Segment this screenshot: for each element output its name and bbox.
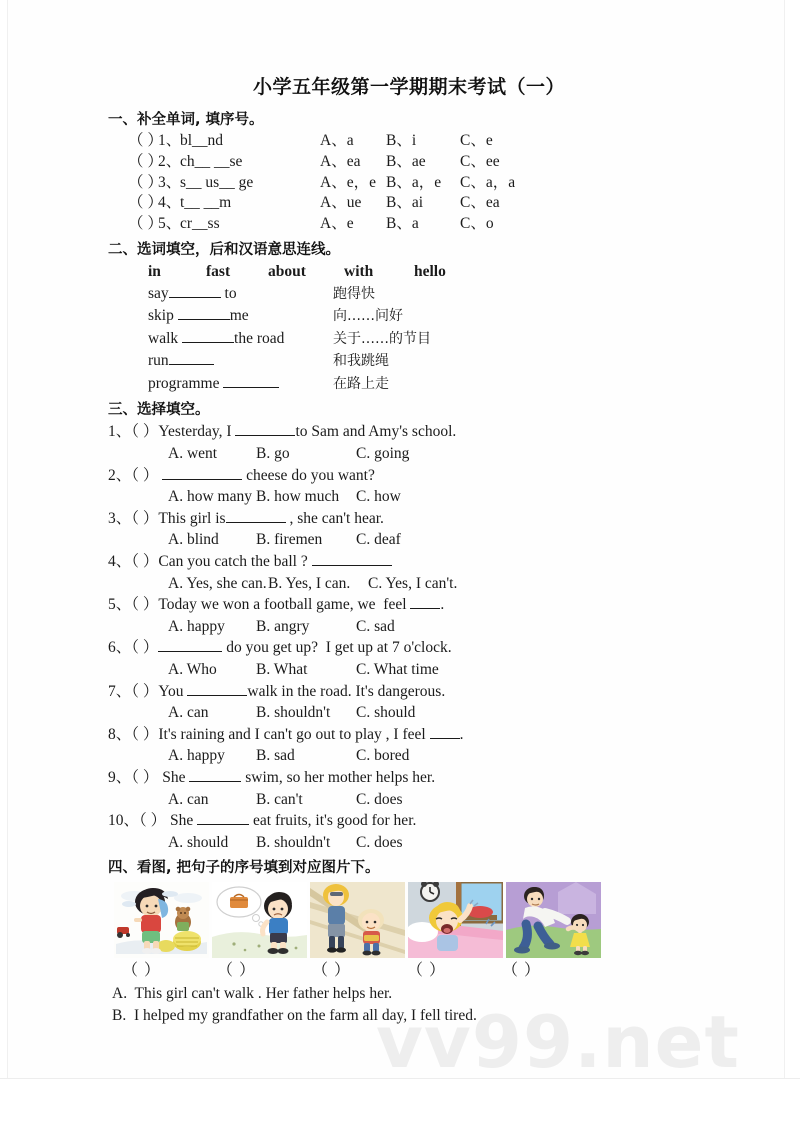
stem-pre: Yesterday, I bbox=[158, 423, 236, 441]
stem-post: , she can't hear. bbox=[285, 509, 384, 527]
word-bank bbox=[108, 261, 728, 283]
item-option-b[interactable]: B、a bbox=[386, 215, 419, 233]
question-stem bbox=[108, 637, 728, 659]
item-number: 4、 bbox=[158, 194, 182, 212]
picture-girl-yawning-waking-up-in-bed-with-clock bbox=[408, 882, 503, 958]
question-stem bbox=[108, 551, 728, 573]
question-stem bbox=[108, 508, 728, 530]
option-b[interactable]: B. shouldn't bbox=[256, 833, 331, 851]
fill-blank[interactable] bbox=[178, 319, 230, 320]
option-c[interactable]: C. does bbox=[356, 790, 403, 808]
option-c[interactable]: C. What time bbox=[356, 661, 439, 679]
item-option-b[interactable]: B、a，e bbox=[386, 173, 442, 191]
option-a[interactable]: A. went bbox=[168, 445, 218, 463]
item-option-c[interactable]: C、o bbox=[460, 215, 494, 233]
option-a[interactable]: A. Yes, she can. bbox=[168, 574, 267, 592]
question-options bbox=[108, 443, 728, 465]
option-b[interactable]: B. shouldn't bbox=[256, 704, 331, 722]
question-options bbox=[108, 745, 728, 767]
question-stem bbox=[108, 724, 728, 746]
section-1-item bbox=[108, 152, 728, 173]
picture-answer-row bbox=[108, 959, 728, 983]
option-a[interactable]: A. can bbox=[168, 790, 209, 808]
section-1-item bbox=[108, 131, 728, 152]
picture-answer-blank[interactable]: （ ） bbox=[502, 962, 542, 980]
match-row bbox=[108, 305, 728, 328]
option-a[interactable]: A. happy bbox=[168, 617, 225, 635]
match-english-post: me bbox=[229, 307, 249, 325]
question-options bbox=[108, 616, 728, 638]
fill-blank[interactable] bbox=[169, 364, 214, 365]
picture-row bbox=[108, 882, 728, 958]
item-number: 1、 bbox=[158, 132, 182, 149]
fill-blank[interactable] bbox=[410, 608, 440, 609]
fill-blank[interactable] bbox=[197, 824, 249, 825]
option-a[interactable]: A. blind bbox=[168, 531, 219, 549]
word-bank-item[interactable]: fast bbox=[206, 262, 231, 280]
question-options bbox=[108, 659, 728, 681]
question-number[interactable]: 10、（ ） bbox=[108, 812, 167, 830]
match-english-post: to bbox=[220, 284, 237, 302]
option-c[interactable]: C. should bbox=[356, 704, 416, 722]
item-option-b[interactable]: B、ai bbox=[386, 194, 424, 212]
question-number[interactable]: 9、（ ） bbox=[108, 768, 159, 786]
item-option-c[interactable]: C、ee bbox=[460, 152, 500, 170]
section-1-item bbox=[108, 193, 728, 214]
question-stem bbox=[108, 421, 728, 443]
option-b[interactable]: B. sad bbox=[256, 747, 295, 765]
question-number[interactable]: 8、（ ） bbox=[108, 725, 159, 743]
item-word: cr__ss bbox=[180, 215, 220, 233]
question-options bbox=[108, 832, 728, 854]
answer-paren[interactable]: （ ） bbox=[128, 173, 163, 191]
option-a[interactable]: A. should bbox=[168, 833, 229, 851]
question-stem bbox=[108, 767, 728, 789]
fill-blank[interactable] bbox=[189, 781, 241, 782]
stem-post: . bbox=[459, 725, 464, 743]
item-option-a[interactable]: A、a bbox=[320, 132, 354, 149]
fill-blank[interactable] bbox=[226, 522, 286, 523]
section-4-sentence: A. This girl can't walk . Her father helps her. bbox=[112, 985, 393, 1003]
match-english-pre: say bbox=[148, 284, 169, 302]
match-english bbox=[148, 305, 333, 327]
item-number: 5、 bbox=[158, 215, 182, 233]
option-a[interactable]: A. happy bbox=[168, 747, 225, 765]
match-row bbox=[108, 328, 728, 351]
picture-girl-thinking-of-lost-bag bbox=[212, 882, 307, 958]
match-chinese[interactable]: 跑得快 bbox=[333, 285, 375, 302]
stem-post: . bbox=[440, 596, 445, 614]
fill-blank[interactable] bbox=[430, 738, 460, 739]
stem-post: to Sam and Amy's school. bbox=[295, 423, 457, 441]
stem-pre: Can you catch the ball ? bbox=[158, 553, 312, 571]
question-number[interactable]: 5、（ ） bbox=[108, 596, 159, 614]
stem-pre: This girl is bbox=[158, 509, 226, 527]
section-1-heading: 一、补全单词, 填序号。 bbox=[108, 112, 264, 128]
question-stem bbox=[108, 810, 728, 832]
item-option-a[interactable]: A、e，e bbox=[320, 173, 376, 191]
option-a[interactable]: A. how many bbox=[168, 488, 252, 506]
stem-post: swim, so her mother helps her. bbox=[241, 768, 436, 786]
section-3-heading: 三、选择填空。 bbox=[108, 402, 210, 419]
word-bank-item[interactable]: in bbox=[148, 262, 161, 280]
stem-post: do you get up? I get up at 7 o'clock. bbox=[222, 639, 452, 657]
match-english bbox=[148, 350, 333, 372]
option-b[interactable]: B. go bbox=[256, 445, 290, 463]
match-row bbox=[108, 350, 728, 373]
item-word: t__ __m bbox=[180, 194, 232, 212]
question-stem bbox=[108, 594, 728, 616]
match-english bbox=[148, 373, 333, 395]
question-options bbox=[108, 573, 728, 595]
answer-paren[interactable]: （ ） bbox=[128, 194, 163, 212]
picture-answer-blank[interactable]: （ ） bbox=[407, 962, 447, 980]
fill-blank[interactable] bbox=[182, 342, 234, 343]
item-number: 2、 bbox=[158, 152, 182, 170]
option-b[interactable]: B. firemen bbox=[256, 531, 323, 549]
option-b[interactable]: B. Yes, I can. bbox=[268, 574, 351, 592]
option-c[interactable]: C. does bbox=[356, 833, 403, 851]
stem-pre: It's raining and I can't go out to play , I feel bbox=[158, 725, 430, 743]
match-english bbox=[148, 328, 333, 350]
picture-answer-blank[interactable]: （ ） bbox=[122, 962, 162, 980]
stem-pre: She bbox=[158, 768, 190, 786]
match-chinese[interactable]: 向……问好 bbox=[333, 308, 403, 325]
item-option-b[interactable]: B、ae bbox=[386, 152, 426, 170]
section-4-heading: 四、看图, 把句子的序号填到对应图片下。 bbox=[108, 860, 380, 877]
item-word: s__ us__ ge bbox=[180, 173, 254, 191]
question-number[interactable]: 3、（ ） bbox=[108, 509, 159, 527]
answer-paren[interactable]: （ ） bbox=[128, 132, 163, 149]
paper-content bbox=[108, 72, 728, 1027]
picture-woman-and-child-walking-on-road bbox=[310, 882, 405, 958]
answer-paren[interactable]: （ ） bbox=[128, 215, 163, 233]
match-chinese[interactable]: 在路上走 bbox=[333, 375, 389, 392]
stem-pre: She bbox=[166, 812, 198, 830]
exam-paper-page bbox=[8, 0, 784, 1078]
section-2-heading: 二、选词填空，后和汉语意思连线。 bbox=[108, 241, 340, 258]
item-option-c[interactable]: C、e bbox=[460, 132, 493, 149]
fill-blank[interactable] bbox=[169, 297, 221, 298]
item-option-a[interactable]: A、e bbox=[320, 215, 354, 233]
match-english-pre: walk bbox=[148, 329, 183, 347]
word-bank-item[interactable]: about bbox=[268, 262, 306, 280]
option-c[interactable]: C. sad bbox=[356, 617, 395, 635]
match-row bbox=[108, 283, 728, 306]
match-chinese[interactable]: 关于……的节目 bbox=[333, 330, 431, 347]
picture-answer-blank[interactable]: （ ） bbox=[217, 962, 257, 980]
page-bottom-edge bbox=[0, 1078, 800, 1138]
option-b[interactable]: B. can't bbox=[256, 790, 303, 808]
question-options bbox=[108, 789, 728, 811]
option-a[interactable]: A. Who bbox=[168, 661, 217, 679]
option-c[interactable]: C. bored bbox=[356, 747, 410, 765]
item-word: ch__ __se bbox=[180, 152, 243, 170]
question-number[interactable]: 1、（ ） bbox=[108, 423, 159, 441]
question-options bbox=[108, 702, 728, 724]
stem-post: cheese do you want? bbox=[242, 466, 375, 484]
fill-blank[interactable] bbox=[162, 479, 242, 480]
picture-boy-wiping-sweat-with-towel-near-hay bbox=[114, 882, 209, 958]
match-english-pre: run bbox=[148, 352, 169, 370]
option-c[interactable]: C. how bbox=[356, 488, 401, 506]
fill-blank[interactable] bbox=[158, 651, 222, 652]
question-number[interactable]: 4、（ ） bbox=[108, 553, 159, 571]
option-b[interactable]: B. angry bbox=[256, 617, 310, 635]
match-english-pre: programme bbox=[148, 374, 224, 392]
stem-post: walk in the road. It's dangerous. bbox=[247, 682, 446, 700]
option-b[interactable]: B. how much bbox=[256, 488, 340, 506]
question-options bbox=[108, 486, 728, 508]
fill-blank[interactable] bbox=[235, 435, 295, 436]
option-c[interactable]: C. Yes, I can't. bbox=[368, 574, 458, 592]
match-english-pre: skip bbox=[148, 307, 178, 325]
picture-father-helping-little-girl-walk bbox=[506, 882, 601, 958]
page-title: 小学五年级第一学期期末考试（一） bbox=[252, 76, 565, 98]
item-option-a[interactable]: A、ue bbox=[320, 194, 362, 212]
item-number: 3、 bbox=[158, 173, 182, 191]
match-row bbox=[108, 373, 728, 396]
item-option-c[interactable]: C、ea bbox=[460, 194, 500, 212]
word-bank-item[interactable]: with bbox=[344, 262, 374, 280]
section-1-item bbox=[108, 173, 728, 194]
question-stem bbox=[108, 465, 728, 487]
stem-post: eat fruits, it's good for her. bbox=[249, 812, 417, 830]
fill-blank[interactable] bbox=[187, 695, 247, 696]
match-english bbox=[148, 283, 333, 305]
watermark: vv99.net bbox=[376, 1000, 740, 1078]
item-option-b[interactable]: B、i bbox=[386, 132, 417, 149]
stem-pre: Today we won a football game, we feel bbox=[158, 596, 411, 614]
fill-blank[interactable] bbox=[312, 565, 392, 566]
match-chinese[interactable]: 和我跳绳 bbox=[333, 353, 389, 370]
stem-pre bbox=[158, 467, 162, 484]
option-b[interactable]: B. What bbox=[256, 661, 308, 679]
answer-paren[interactable]: （ ） bbox=[128, 152, 163, 170]
question-number[interactable]: 7、（ ） bbox=[108, 682, 159, 700]
match-english-post: the road bbox=[234, 329, 285, 347]
picture-answer-blank[interactable]: （ ） bbox=[312, 962, 352, 980]
item-option-a[interactable]: A、ea bbox=[320, 152, 361, 170]
question-number[interactable]: 6、（ ） bbox=[108, 639, 159, 657]
option-c[interactable]: C. going bbox=[356, 445, 410, 463]
option-a[interactable]: A. can bbox=[168, 704, 209, 722]
option-c[interactable]: C. deaf bbox=[356, 531, 401, 549]
question-stem bbox=[108, 681, 728, 703]
item-word: bl__nd bbox=[180, 132, 224, 149]
section-4-sentence: B. I helped my grandfather on the farm all day, I fell tired. bbox=[112, 1007, 477, 1025]
section-1-item bbox=[108, 214, 728, 235]
word-bank-item[interactable]: hello bbox=[414, 262, 446, 280]
fill-blank[interactable] bbox=[223, 387, 279, 388]
question-number[interactable]: 2、（ ） bbox=[108, 466, 159, 484]
item-option-c[interactable]: C、a，a bbox=[460, 173, 516, 191]
question-options bbox=[108, 529, 728, 551]
stem-pre: You bbox=[158, 682, 188, 700]
